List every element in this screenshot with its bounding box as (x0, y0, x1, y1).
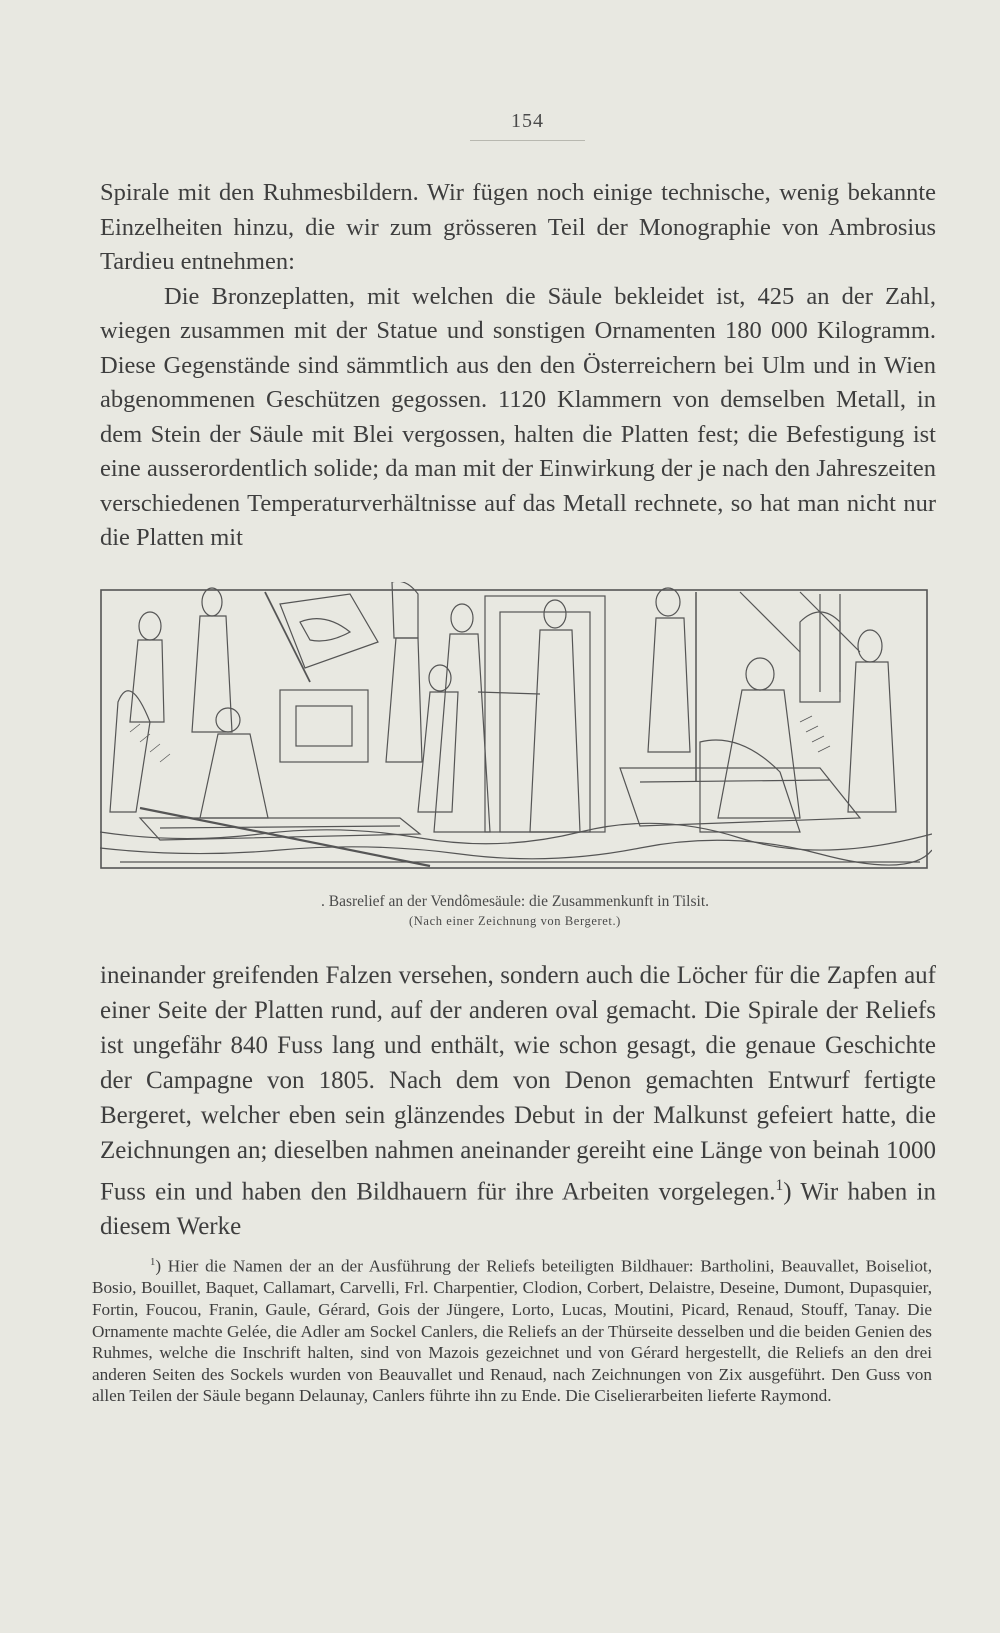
paragraph-bronze-plates: Die Bronzeplatten, mit welchen die Säule bekleidet ist, 425 an der Zahl, wiegen zusammen mit der Statue und sonstigen Ornamenten 180 000 Kilogramm. Diese Gegenstände sind sämmtlich aus den den Österreichern bei Ulm und in Wien abgenommenen Geschützen gegossen. 1120 Klammern von demselben Metall, in dem Stein der Säule mit Blei vergossen, halten die Platten fest; die Befestigung ist eine ausserordentlich solide; da man mit der Einwirkung der je nach den Jahreszeiten verschiedenen Temperaturverhältnisse auf das Metall rechnete, so hat man nicht nur die Platten mit (100, 282, 936, 551)
footnote-reference: 1 (775, 1177, 784, 1194)
paragraph-text-before-note: ineinander greifenden Falzen versehen, sondern auch die Löcher für die Zapfen auf einer Seite der Platten rund, auf der anderen oval gemacht. Die Spirale der Reliefs ist ungefähr 840 Fuss lang und enthält, wie schon gesagt, die genaue Geschichte der Campagne von 1805. Nach dem von Denon gemachten Entwurf fertigte Bergeret, welcher eben sein glänzendes Debut in der Malkunst gefeiert hatte, die Zeichnungen an; dieselben nahmen aneinander gereiht eine Länge von beinah 1000 Fuss ein und haben den Bildhauern für ihre Arbeiten vorgelegen. (100, 962, 936, 1206)
page-number: 154 (511, 110, 544, 132)
upper-text-block (100, 176, 936, 556)
footnote-marker: 1 (150, 1257, 156, 1268)
paragraph-text-after-note: ) Wir haben in diesem Werke (100, 1178, 936, 1241)
footnote-text: ) Hier die Namen der an der Ausführung der Reliefs beteiligten Bildhauer: Bartholini, Beauvallet, Boiseliot, Bosio, Bouillet, Baquet, Callamart, Carvelli, Frl. Charpentier, Clodion, Corbert, Delaistre, Deseine, Dumont, Dupasquier, Fortin, Foucou, Franin, Gaule, Gérard, Gois der Jüngere, Lorto, Lucas, Moutini, Picard, Renaud, Stouff, Tanay. Die Ornamente machte Gelée, die Adler am Sockel Canlers, die Reliefs an der Thürseite desselben und die beiden Genien des Ruhmes, welche die Inschrift halten, sind von Mazois gezeichnet und von Gérard hergestellt, die Reliefs an den drei anderen Seiten des Sockels wurden von Beauvallet und Renaud, nach Zeichnungen von Zix ausgeführt. Den Guss von allen Teilen der Säule begann Delaunay, Canlers führte ihn zu Ende. Die Ciselierarbeiten lieferte Raymond. (92, 1256, 932, 1406)
relief-illustration (100, 582, 932, 878)
figure-subcaption: (Nach einer Zeichnung von Bergeret.) (409, 914, 621, 928)
paragraph-falzen (100, 958, 936, 1244)
paragraph-continuation: Spirale mit den Ruhmesbildern. Wir fügen noch einige technische, wenig bekannte Einzelheiten hinzu, die wir zum grösseren Teil der Monographie von Ambrosius Tardieu entnehmen: (100, 179, 936, 275)
lower-text-block (100, 958, 936, 1244)
footnote (92, 1252, 932, 1407)
figure-caption: . Basrelief an der Vendômesäule: die Zusammenkunft in Tilsit. (320, 893, 709, 910)
relief-engraving (100, 582, 932, 878)
page-number-rule (470, 140, 585, 141)
